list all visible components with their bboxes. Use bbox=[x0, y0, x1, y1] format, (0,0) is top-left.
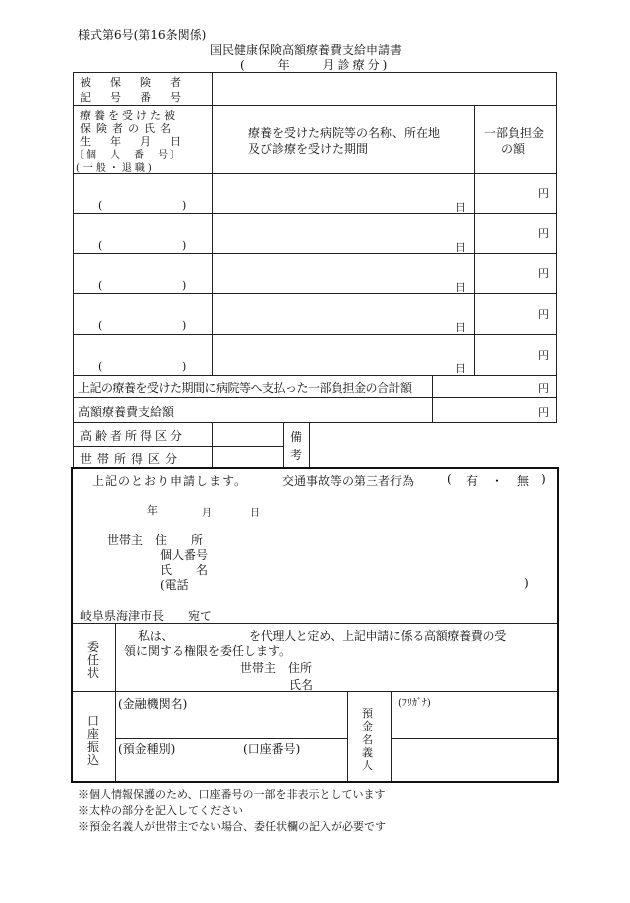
traffic-close: ) bbox=[541, 472, 546, 486]
remarks-label-2: 考 bbox=[290, 448, 303, 462]
hospital-header-2: 及び診療を受けた期間 bbox=[248, 142, 369, 156]
proxy-head-address: 世帯主 住所 bbox=[240, 661, 313, 675]
patient-label-2: 保険者の氏名 bbox=[80, 122, 176, 135]
day-unit: 日 bbox=[455, 201, 466, 214]
patient-label-1: 療養を受けた被 bbox=[80, 109, 178, 122]
remarks-label: 備 bbox=[290, 430, 303, 444]
note-thick-frame: ※太枠の部分を記入してください bbox=[78, 804, 243, 817]
proxy-label-2: 任 bbox=[87, 653, 100, 667]
insured-number-field[interactable] bbox=[213, 73, 556, 105]
yen-unit: 円 bbox=[538, 227, 549, 240]
total-yen-unit: 円 bbox=[538, 382, 549, 395]
day-unit: 日 bbox=[455, 321, 466, 334]
holder-label-4: 義 bbox=[362, 746, 373, 759]
paren-open: ( bbox=[98, 319, 103, 332]
addressee: 岐阜県海津市長 宛て bbox=[80, 609, 213, 623]
insured-number-label-2: 記 号 番 号 bbox=[80, 91, 185, 104]
account-label-1: 口 bbox=[87, 714, 100, 728]
form-title: 国民健康保険高額療養費支給申請書 bbox=[210, 43, 403, 57]
proxy-text-2: 領に関する権限を委任します。 bbox=[124, 644, 292, 658]
head-address-label: 世帯主 住 所 bbox=[107, 533, 204, 547]
benefit-yen-unit: 円 bbox=[538, 406, 549, 419]
benefit-label: 高額療養費支給額 bbox=[78, 405, 175, 419]
patient-label-5: (一般・退職) bbox=[76, 163, 155, 174]
holder-label-1: 預 bbox=[362, 707, 373, 720]
yen-unit: 円 bbox=[538, 187, 549, 200]
copay-header-2: の額 bbox=[501, 142, 526, 156]
patient-label-4: 〔個 人 番 号〕 bbox=[74, 150, 182, 161]
paren-open: ( bbox=[98, 360, 103, 373]
insured-number-label: 被 保 険 者 bbox=[80, 76, 185, 89]
account-number-label: (口座番号) bbox=[243, 742, 301, 756]
paren-open: ( bbox=[98, 199, 103, 212]
paren-close: ) bbox=[182, 239, 187, 252]
yen-unit: 円 bbox=[538, 308, 549, 321]
paren-close: ) bbox=[182, 319, 187, 332]
household-income-label: 世帯所得区分 bbox=[80, 452, 183, 466]
paren-close: ) bbox=[182, 360, 187, 373]
yen-unit: 円 bbox=[538, 349, 549, 362]
account-label-2: 座 bbox=[87, 727, 100, 741]
application-box bbox=[71, 467, 559, 783]
form-number: 様式第6号(第16条関係) bbox=[78, 28, 207, 42]
day-unit: 日 bbox=[455, 241, 466, 254]
traffic-open: ( bbox=[447, 472, 452, 486]
copay-header: 一部負担金 bbox=[484, 126, 545, 140]
date-year: 年 bbox=[147, 504, 158, 517]
date-month: 月 bbox=[202, 508, 212, 519]
proxy-name: 氏名 bbox=[289, 678, 314, 692]
holder-label-3: 名 bbox=[362, 733, 373, 746]
holder-label-2: 金 bbox=[362, 720, 373, 733]
note-account-holder: ※預金名義人が世帯主でない場合、委任状欄の記入が必要です bbox=[78, 820, 386, 833]
proxy-label-1: 委 bbox=[87, 640, 100, 654]
phone-label: (電話 bbox=[160, 578, 189, 592]
proxy-label-3: 状 bbox=[87, 666, 100, 680]
patient-label-3: 生 年 月 日 bbox=[80, 135, 185, 148]
hospital-header: 療養を受けた病院等の名称、所在地 bbox=[248, 126, 441, 140]
form-subtitle: ( 年 月診療分) bbox=[240, 58, 391, 72]
traffic-yes-option[interactable]: 有 bbox=[466, 474, 479, 488]
furigana-label: (ﾌﾘｶﾞﾅ) bbox=[398, 698, 431, 709]
paren-close: ) bbox=[182, 199, 187, 212]
traffic-no-option[interactable]: 無 bbox=[517, 474, 530, 488]
personal-number-label: 個人番号 bbox=[160, 548, 209, 562]
elderly-income-label: 高齢者所得区分 bbox=[80, 429, 186, 443]
account-label-4: 込 bbox=[87, 753, 100, 767]
applicant-name-label: 氏 名 bbox=[160, 563, 209, 577]
yen-unit: 円 bbox=[538, 267, 549, 280]
phone-close: ) bbox=[524, 576, 529, 590]
paren-open: ( bbox=[98, 239, 103, 252]
bank-name-label: (金融機関名) bbox=[118, 697, 188, 711]
day-unit: 日 bbox=[455, 362, 466, 375]
account-label-3: 振 bbox=[87, 740, 100, 754]
holder-label-5: 人 bbox=[362, 759, 373, 772]
traffic-accident-label: 交通事故等の第三者行為 bbox=[282, 474, 415, 488]
day-unit: 日 bbox=[455, 281, 466, 294]
proxy-text: 私は、 を代理人と定め、上記申請に係る高額療養費の受 bbox=[138, 629, 506, 643]
note-privacy: ※個人情報保護のため、口座番号の一部を非表示としています bbox=[78, 788, 386, 801]
date-day: 日 bbox=[250, 508, 260, 519]
total-copay-label: 上記の療養を受けた期間に病院等へ支払った一部負担金の合計額 bbox=[78, 381, 412, 395]
traffic-dot: ・ bbox=[491, 474, 504, 488]
deposit-type-label: (預金種別) bbox=[118, 742, 176, 756]
paren-close: ) bbox=[182, 279, 187, 292]
paren-open: ( bbox=[98, 279, 103, 292]
application-statement: 上記のとおり申請します。 bbox=[92, 474, 248, 488]
